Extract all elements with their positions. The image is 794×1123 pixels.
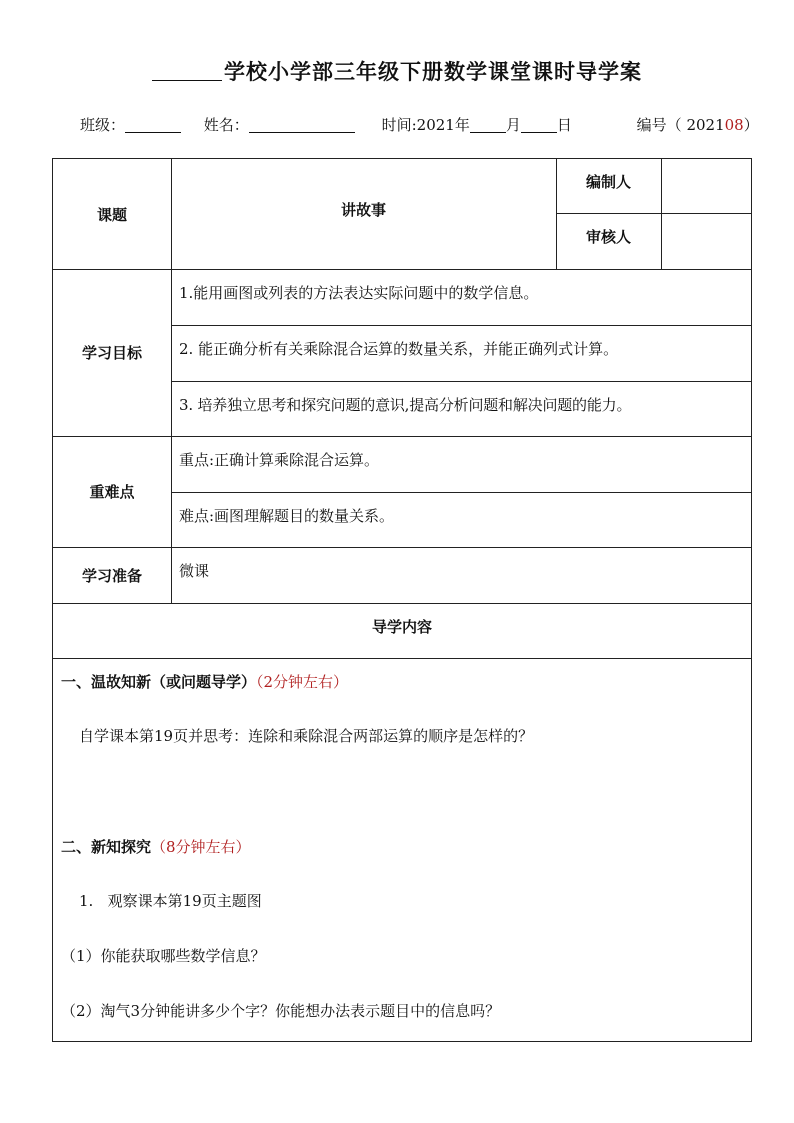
lesson-plan-table xyxy=(52,158,752,1042)
column-divider xyxy=(661,159,662,269)
goal-item: 2. 能正确分析有关乘除混合运算的数量关系，并能正确列式计算。 xyxy=(179,339,619,358)
section2-item1: 1. 观察课本第19页主题图 xyxy=(79,892,262,910)
name-label: 姓名： xyxy=(203,116,249,134)
number-close: ） xyxy=(743,116,759,134)
class-blank xyxy=(125,116,181,133)
month-label: 月 xyxy=(505,116,521,134)
day-label: 日 xyxy=(556,116,572,134)
page-title xyxy=(0,56,794,86)
key-point: 重点:正确计算乘除混合运算。 xyxy=(179,450,380,469)
prep-label: 学习准备 xyxy=(81,566,142,585)
section2-heading: 二、新知探究 xyxy=(61,838,152,856)
day-blank xyxy=(521,116,557,133)
class-label: 班级： xyxy=(80,116,126,134)
section1-time-note: （2分钟左右） xyxy=(256,673,349,691)
month-blank xyxy=(470,116,506,133)
reviewer-label: 审核人 xyxy=(585,227,631,246)
hard-point: 难点:画图理解题目的数量关系。 xyxy=(179,506,395,525)
difficulty-label: 重难点 xyxy=(89,483,135,501)
guide-header: 导学内容 xyxy=(371,617,432,636)
number-value-a: 2021 xyxy=(686,116,725,134)
header-meta-line xyxy=(80,114,759,135)
topic-value: 讲故事 xyxy=(340,200,386,219)
goal-item: 1.能用画图或列表的方法表达实际问题中的数学信息。 xyxy=(179,283,539,302)
section1-heading-line xyxy=(61,671,348,692)
name-blank xyxy=(249,116,355,133)
goal-item: 3. 培养独立思考和探究问题的意识,提高分析问题和解决问题的能力。 xyxy=(179,395,632,414)
title-text: 学校小学部三年级下册数学课堂课时导学案 xyxy=(224,60,642,84)
goals-label: 学习目标 xyxy=(81,344,142,362)
number-value-b: 08 xyxy=(724,116,744,134)
prep-value: 微课 xyxy=(179,561,210,580)
topic-label: 课题 xyxy=(96,205,127,224)
section2-question1: （1）你能获取哪些数学信息？ xyxy=(61,947,266,965)
section2-heading-line xyxy=(61,836,251,857)
section2-question2: （2）淘气3分钟能讲多少个字？你能想办法表示题目中的信息吗？ xyxy=(61,1002,501,1020)
section1-text: 自学课本第19页并思考：连除和乘除混合两部运算的顺序是怎样的？ xyxy=(79,727,534,745)
author-label: 编制人 xyxy=(585,172,631,191)
section2-time-note: （8分钟左右） xyxy=(151,838,251,856)
school-name-blank xyxy=(152,60,222,81)
row-divider xyxy=(53,658,751,659)
time-label: 时间:2021年 xyxy=(381,116,470,134)
number-label: 编号（ xyxy=(636,116,682,134)
section1-heading: 一、温故知新（或问题导学） xyxy=(61,673,257,691)
